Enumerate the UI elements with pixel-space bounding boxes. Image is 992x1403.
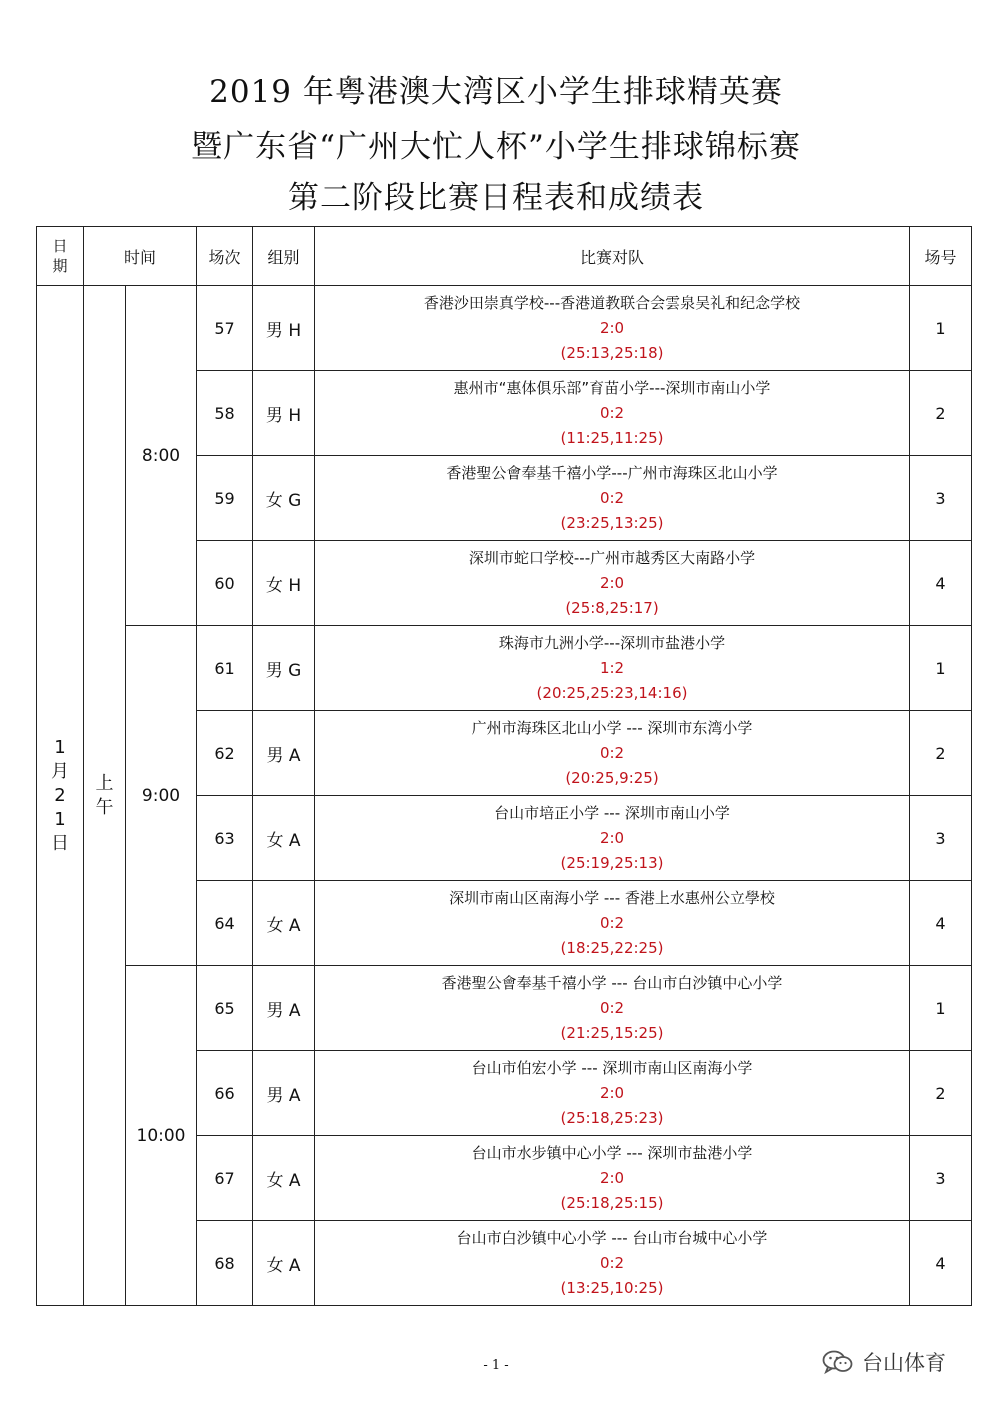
match-group: 女 A bbox=[253, 796, 315, 881]
match-teams: 台山市培正小学 --- 深圳市南山小学 bbox=[494, 803, 730, 822]
header-match-no: 场次 bbox=[197, 227, 253, 286]
date-label: 1月21日 bbox=[51, 736, 69, 854]
match-number: 68 bbox=[197, 1221, 253, 1306]
match-teams-cell bbox=[315, 966, 910, 1051]
match-group: 女 G bbox=[253, 456, 315, 541]
header-time: 时间 bbox=[84, 227, 197, 286]
court-number: 4 bbox=[910, 541, 972, 626]
match-teams-cell bbox=[315, 1136, 910, 1221]
match-teams-cell bbox=[315, 286, 910, 371]
court-number: 2 bbox=[910, 711, 972, 796]
wechat-icon bbox=[822, 1349, 854, 1375]
match-number: 62 bbox=[197, 711, 253, 796]
match-number: 59 bbox=[197, 456, 253, 541]
court-number: 4 bbox=[910, 1221, 972, 1306]
header-row bbox=[37, 227, 972, 286]
match-teams-cell bbox=[315, 1051, 910, 1136]
match-score: 2:0 bbox=[599, 573, 625, 592]
header-date-label: 日期 bbox=[52, 237, 68, 275]
match-set-scores: (11:25,11:25) bbox=[560, 428, 664, 447]
court-number: 3 bbox=[910, 796, 972, 881]
match-set-scores: (13:25,10:25) bbox=[560, 1278, 664, 1297]
match-number: 63 bbox=[197, 796, 253, 881]
match-score: 0:2 bbox=[599, 1253, 625, 1272]
title-line-3: 第二阶段比赛日程表和成绩表 bbox=[288, 180, 704, 216]
match-teams-cell bbox=[315, 626, 910, 711]
match-score: 2:0 bbox=[599, 1168, 625, 1187]
match-number: 66 bbox=[197, 1051, 253, 1136]
match-teams: 深圳市蛇口学校---广州市越秀区大南路小学 bbox=[468, 548, 756, 567]
title-line-2: 暨广东省“广州大忙人杯”小学生排球锦标赛 bbox=[191, 129, 801, 165]
match-teams-cell bbox=[315, 541, 910, 626]
header-court: 场号 bbox=[910, 227, 972, 286]
match-set-scores: (25:18,25:15) bbox=[560, 1193, 664, 1212]
match-teams: 台山市白沙镇中心小学 --- 台山市台城中心小学 bbox=[456, 1228, 768, 1247]
match-set-scores: (23:25,13:25) bbox=[560, 513, 664, 532]
schedule-table bbox=[36, 226, 972, 1306]
match-score: 0:2 bbox=[599, 913, 625, 932]
header-teams: 比赛对队 bbox=[315, 227, 910, 286]
match-teams-cell bbox=[315, 881, 910, 966]
match-teams: 香港聖公會奉基千禧小学 --- 台山市白沙镇中心小学 bbox=[441, 973, 783, 992]
court-number: 4 bbox=[910, 881, 972, 966]
period-label: 上午 bbox=[95, 772, 114, 818]
match-set-scores: (25:8,25:17) bbox=[565, 598, 659, 617]
court-number: 2 bbox=[910, 1051, 972, 1136]
match-teams-cell bbox=[315, 711, 910, 796]
match-score: 0:2 bbox=[599, 998, 625, 1017]
match-set-scores: (25:19,25:13) bbox=[560, 853, 664, 872]
match-teams: 香港沙田崇真学校---香港道教联合会雲泉吴礼和纪念学校 bbox=[423, 293, 801, 312]
match-row bbox=[37, 286, 972, 371]
match-teams: 广州市海珠区北山小学 --- 深圳市东湾小学 bbox=[471, 718, 753, 737]
match-teams-cell bbox=[315, 1221, 910, 1306]
match-score: 2:0 bbox=[599, 1083, 625, 1102]
match-number: 65 bbox=[197, 966, 253, 1051]
match-set-scores: (25:13,25:18) bbox=[560, 343, 664, 362]
court-number: 2 bbox=[910, 371, 972, 456]
match-teams: 珠海市九洲小学---深圳市盐港小学 bbox=[498, 633, 726, 652]
match-number: 67 bbox=[197, 1136, 253, 1221]
match-score: 0:2 bbox=[599, 743, 625, 762]
match-teams: 香港聖公會奉基千禧小学---广州市海珠区北山小学 bbox=[446, 463, 778, 482]
time-slot-cell: 10:00 bbox=[126, 966, 197, 1306]
match-number: 61 bbox=[197, 626, 253, 711]
time-slot-cell: 8:00 bbox=[126, 286, 197, 626]
header-date bbox=[37, 227, 84, 286]
match-number: 60 bbox=[197, 541, 253, 626]
match-group: 男 G bbox=[253, 626, 315, 711]
match-teams: 台山市水步镇中心小学 --- 深圳市盐港小学 bbox=[471, 1143, 753, 1162]
court-number: 1 bbox=[910, 626, 972, 711]
match-set-scores: (18:25,22:25) bbox=[560, 938, 664, 957]
match-score: 2:0 bbox=[599, 318, 625, 337]
match-number: 64 bbox=[197, 881, 253, 966]
watermark bbox=[822, 1342, 946, 1382]
time-slot-cell: 9:00 bbox=[126, 626, 197, 966]
match-set-scores: (25:18,25:23) bbox=[560, 1108, 664, 1127]
match-set-scores: (20:25,9:25) bbox=[565, 768, 659, 787]
match-score: 1:2 bbox=[599, 658, 625, 677]
match-group: 男 A bbox=[253, 966, 315, 1051]
court-number: 3 bbox=[910, 1136, 972, 1221]
match-group: 女 A bbox=[253, 1136, 315, 1221]
match-set-scores: (21:25,15:25) bbox=[560, 1023, 664, 1042]
match-teams-cell bbox=[315, 371, 910, 456]
watermark-label: 台山体育 bbox=[862, 1351, 946, 1375]
match-score: 0:2 bbox=[599, 403, 625, 422]
match-group: 女 A bbox=[253, 881, 315, 966]
title-line-1: 2019 年粤港澳大湾区小学生排球精英赛 bbox=[209, 74, 783, 110]
match-row bbox=[37, 626, 972, 711]
match-set-scores: (20:25,25:23,14:16) bbox=[536, 683, 688, 702]
match-group: 男 A bbox=[253, 1051, 315, 1136]
match-group: 男 A bbox=[253, 711, 315, 796]
match-group: 女 H bbox=[253, 541, 315, 626]
schedule-body bbox=[37, 286, 972, 1306]
match-group: 男 H bbox=[253, 371, 315, 456]
match-teams: 惠州市“惠体俱乐部”育苗小学---深圳市南山小学 bbox=[453, 378, 771, 397]
header-group: 组别 bbox=[253, 227, 315, 286]
court-number: 3 bbox=[910, 456, 972, 541]
court-number: 1 bbox=[910, 286, 972, 371]
match-score: 2:0 bbox=[599, 828, 625, 847]
court-number: 1 bbox=[910, 966, 972, 1051]
match-teams: 台山市伯宏小学 --- 深圳市南山区南海小学 bbox=[471, 1058, 753, 1077]
match-row bbox=[37, 966, 972, 1051]
period-cell bbox=[84, 286, 126, 1306]
match-teams-cell bbox=[315, 456, 910, 541]
page-number: - 1 - bbox=[483, 1358, 509, 1373]
match-teams: 深圳市南山区南海小学 --- 香港上水惠州公立學校 bbox=[449, 888, 775, 907]
match-group: 男 H bbox=[253, 286, 315, 371]
match-teams-cell bbox=[315, 796, 910, 881]
match-group: 女 A bbox=[253, 1221, 315, 1306]
match-number: 57 bbox=[197, 286, 253, 371]
match-score: 0:2 bbox=[599, 488, 625, 507]
match-number: 58 bbox=[197, 371, 253, 456]
date-cell bbox=[37, 286, 84, 1306]
